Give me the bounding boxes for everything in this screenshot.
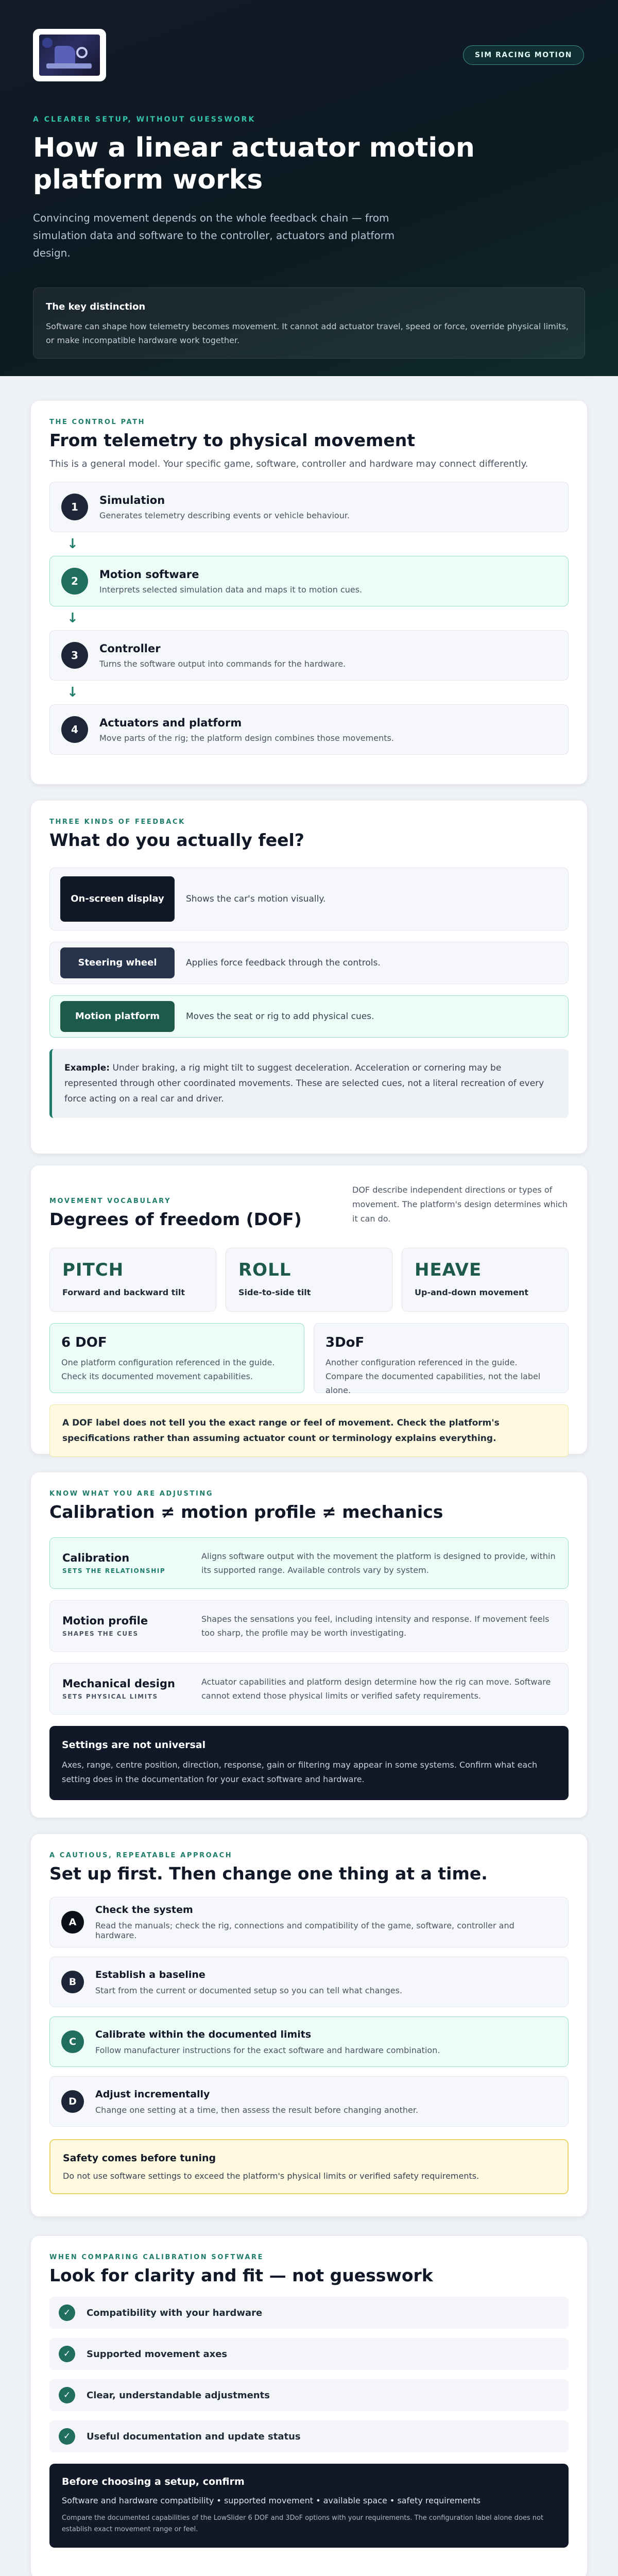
axis-roll: [226, 1248, 392, 1312]
check-item: [49, 2420, 569, 2452]
step-letter: A: [61, 1911, 84, 1934]
check-icon: ✓: [59, 2346, 75, 2362]
step-actuators: [49, 704, 569, 755]
step-controller: [49, 630, 569, 681]
step-desc: Move parts of the rig; the platform design combines those movements.: [99, 733, 394, 743]
row-title: Calibration: [62, 1552, 130, 1564]
feedback-example: [49, 1049, 569, 1118]
down-arrow-icon: ↓: [67, 611, 78, 626]
motion-profile-row: [49, 1600, 569, 1652]
settings-note: [49, 1726, 569, 1800]
step-title: Calibrate within the documented limits: [95, 2028, 312, 2040]
step-title: Motion software: [99, 568, 199, 581]
feedback-card: [31, 801, 587, 1154]
control-path-card: [31, 401, 587, 784]
down-arrow-icon: ↓: [67, 685, 78, 700]
check-item: [49, 2297, 569, 2329]
config-desc: One platform configuration referenced in the guide. Check its documented movement capabilities.: [61, 1358, 275, 1381]
row-subtitle: SHAPES THE CUES: [62, 1630, 139, 1637]
check-icon: ✓: [59, 2304, 75, 2321]
config-6dof: [49, 1323, 304, 1393]
section-eyebrow: MOVEMENT VOCABULARY: [49, 1197, 171, 1205]
section-title: What do you actually feel?: [49, 830, 304, 850]
compare-card: [31, 2236, 587, 2576]
step-desc: Follow manufacturer instructions for the exact software and hardware combination.: [95, 2045, 440, 2055]
axis-heave: [402, 1248, 569, 1312]
section-subtitle: This is a general model. Your specific game, software, controller and hardware may connect differently.: [49, 459, 528, 469]
config-name: 3DoF: [325, 1335, 365, 1350]
check-label: Useful documentation and update status: [87, 2431, 301, 2442]
category-badge: SIM RACING MOTION: [463, 45, 584, 65]
dof-card: [31, 1165, 587, 1454]
section-title: Calibration ≠ motion profile ≠ mechanics: [49, 1502, 443, 1522]
setup-card: [31, 1834, 587, 2216]
axis-desc: Up-and-down movement: [415, 1287, 529, 1297]
row-title: Motion profile: [62, 1615, 148, 1627]
dof-note: DOF describe independent directions or types of movement. The platform's design determines which it can do.: [352, 1185, 568, 1224]
confirm-title: Before choosing a setup, confirm: [62, 2476, 245, 2487]
note-text: Axes, range, centre position, direction, response, gain or filtering may appear in some systems. Confirm what each setting does in the documentation for your exact software and hardware.: [62, 1760, 538, 1784]
down-arrow-icon: ↓: [67, 536, 78, 552]
key-distinction-callout: [33, 287, 585, 359]
calibration-row: [49, 1537, 569, 1589]
feedback-label: On-screen display: [60, 876, 175, 922]
step-desc: Start from the current or documented setup so you can tell what changes.: [95, 1985, 403, 1995]
step-desc: Turns the software output into commands for the hardware.: [99, 658, 346, 669]
step-desc: Interprets selected simulation data and maps it to motion cues.: [99, 584, 363, 595]
section-title: Set up first. Then change one thing at a time.: [49, 1863, 488, 1884]
check-icon: ✓: [59, 2428, 75, 2445]
check-icon: ✓: [59, 2387, 75, 2403]
safety-callout: [49, 2139, 569, 2194]
section-eyebrow: KNOW WHAT YOU ARE ADJUSTING: [49, 1490, 214, 1498]
axis-desc: Forward and backward tilt: [62, 1287, 185, 1297]
callout-text: Software can shape how telemetry becomes movement. It cannot add actuator travel, speed or force, override physical limits, or make incompatible hardware work together.: [46, 321, 569, 345]
step-desc: Change one setting at a time, then assess the result before changing another.: [95, 2105, 419, 2115]
check-label: Compatibility with your hardware: [87, 2307, 263, 2318]
safety-text: Do not use software settings to exceed the platform's physical limits or verified safety requirements.: [63, 2171, 479, 2181]
config-name: 6 DOF: [61, 1335, 107, 1350]
setup-step-d: [49, 2076, 569, 2127]
confirm-line: Software and hardware compatibility • supported movement • available space • safety requirements: [62, 2496, 480, 2505]
hero-lead: Convincing movement depends on the whole feedback chain — from simulation data and software to the controller, actuators and platform design.: [33, 212, 395, 259]
feedback-desc: Shows the car's motion visually.: [186, 894, 326, 904]
row-desc: Actuator capabilities and platform design determine how the rig can move. Software cannot extend those physical limits or verified safety requirements.: [201, 1677, 551, 1701]
check-label: Supported movement axes: [87, 2348, 228, 2360]
check-item: [49, 2338, 569, 2370]
section-title: From telemetry to physical movement: [49, 430, 416, 450]
setup-step-a: [49, 1897, 569, 1947]
callout-title: The key distinction: [46, 301, 146, 312]
confirm-box: [49, 2464, 569, 2548]
feedback-desc: Moves the seat or rig to add physical cues.: [186, 1011, 374, 1022]
section-eyebrow: THE CONTROL PATH: [49, 418, 146, 426]
axis-name: ROLL: [238, 1260, 291, 1280]
step-number: 3: [61, 642, 88, 669]
feedback-desc: Applies force feedback through the controls.: [186, 958, 381, 968]
page-title: How a linear actuator motion platform works: [33, 132, 475, 195]
confirm-fineprint: Compare the documented capabilities of the LowSlider 6 DOF and 3DoF options with your requirements. The configuration label alone does not establish exact movement range or feel.: [62, 2514, 544, 2533]
hero-section: [0, 0, 618, 376]
step-simulation: [49, 482, 569, 532]
example-text: Under braking, a rig might tilt to suggest deceleration. Acceleration or cornering may be represented through other coordinated movements. These are selected cues, not a literal recreation of every force acting on a real car and driver.: [64, 1063, 544, 1104]
step-title: Simulation: [99, 494, 165, 506]
setup-step-b: [49, 1957, 569, 2007]
section-eyebrow: WHEN COMPARING CALIBRATION SOFTWARE: [49, 2253, 264, 2261]
step-number: 1: [61, 494, 88, 520]
feedback-label: Steering wheel: [60, 947, 175, 978]
axis-name: HEAVE: [415, 1260, 482, 1280]
step-title: Controller: [99, 642, 161, 655]
step-title: Adjust incrementally: [95, 2088, 210, 2100]
config-3dof: [314, 1323, 569, 1393]
axis-name: PITCH: [62, 1260, 124, 1280]
section-eyebrow: THREE KINDS OF FEEDBACK: [49, 818, 185, 826]
step-desc: Read the manuals; check the rig, connections and compatibility of the game, software, controller and hardware.: [95, 1921, 514, 1940]
motion-rig-image: [39, 35, 100, 76]
hero-eyebrow: A CLEARER SETUP, WITHOUT GUESSWORK: [33, 115, 256, 124]
step-title: Check the system: [95, 1904, 193, 1916]
config-desc: Another configuration referenced in the guide. Compare the documented capabilities, not the label alone.: [325, 1358, 541, 1395]
step-title: Actuators and platform: [99, 716, 242, 729]
step-letter: B: [61, 1971, 84, 1993]
section-eyebrow: A CAUTIOUS, REPEATABLE APPROACH: [49, 1852, 233, 1859]
row-title: Mechanical design: [62, 1677, 175, 1690]
mechanical-design-row: [49, 1663, 569, 1715]
example-label: Example:: [64, 1063, 110, 1073]
calibration-card: [31, 1472, 587, 1818]
feedback-motion-platform: [49, 995, 569, 1038]
feedback-on-screen: [49, 868, 569, 930]
safety-title: Safety comes before tuning: [63, 2153, 216, 2164]
check-label: Clear, understandable adjustments: [87, 2389, 270, 2401]
step-motion-software: [49, 556, 569, 606]
setup-step-c: [49, 2016, 569, 2067]
row-subtitle: SETS THE RELATIONSHIP: [62, 1567, 166, 1574]
row-desc: Aligns software output with the movement the platform is designed to provide, within its supported range. Available controls vary by system.: [201, 1551, 556, 1575]
section-title: Look for clarity and fit — not guesswork: [49, 2265, 433, 2285]
step-letter: C: [61, 2030, 84, 2053]
step-number: 4: [61, 716, 88, 743]
note-title: Settings are not universal: [62, 1739, 206, 1751]
step-title: Establish a baseline: [95, 1969, 205, 1980]
feedback-steering-wheel: [49, 942, 569, 984]
brand-logo[interactable]: [33, 29, 106, 81]
axis-desc: Side-to-side tilt: [238, 1287, 311, 1297]
feedback-label: Motion platform: [60, 1001, 175, 1032]
row-subtitle: SETS PHYSICAL LIMITS: [62, 1693, 158, 1700]
step-desc: Generates telemetry describing events or vehicle behaviour.: [99, 510, 350, 520]
step-number: 2: [61, 568, 88, 595]
row-desc: Shapes the sensations you feel, including intensity and response. If movement feels too sharp, the profile may be worth investigating.: [201, 1614, 550, 1638]
axis-pitch: [49, 1248, 216, 1312]
section-title: Degrees of freedom (DOF): [49, 1209, 302, 1229]
check-item: [49, 2379, 569, 2411]
step-letter: D: [61, 2090, 84, 2113]
dof-warning: A DOF label does not tell you the exact range or feel of movement. Check the platform's specifications rather than assuming actuator count or terminology explains everything.: [49, 1404, 569, 1457]
